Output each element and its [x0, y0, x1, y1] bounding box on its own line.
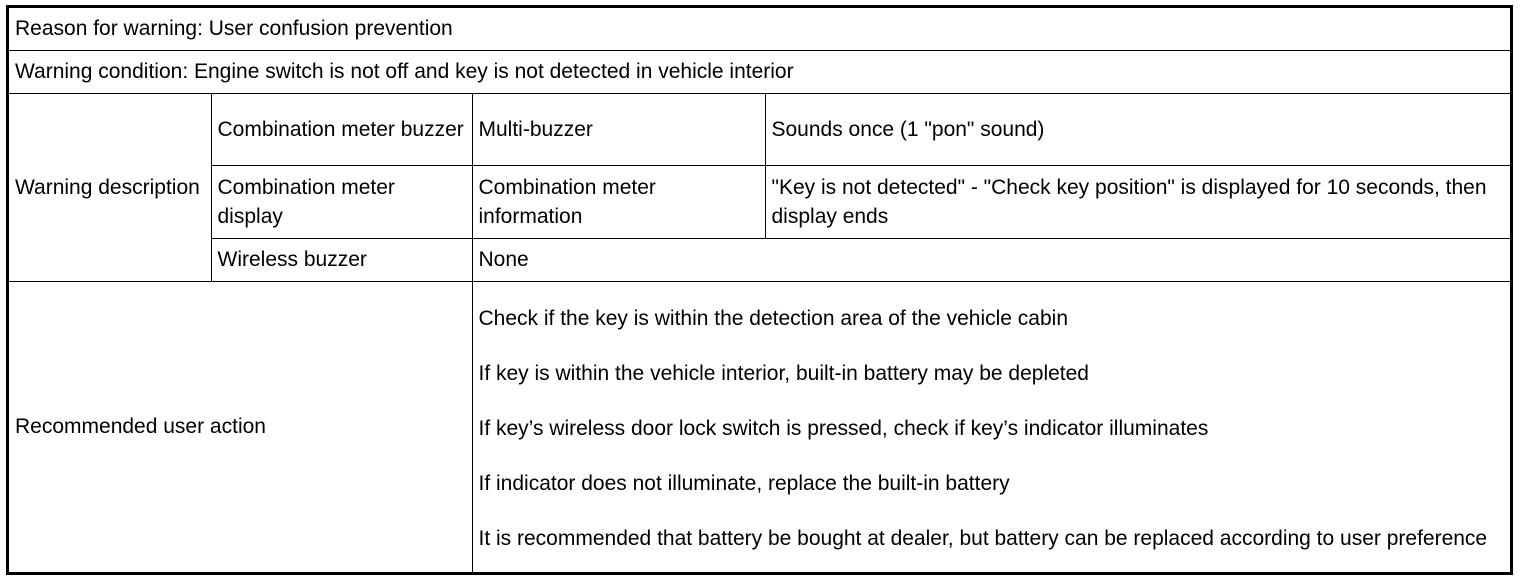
- device-cell: Combination meter display: [211, 165, 472, 238]
- output-cell: Combination meter information: [472, 165, 765, 238]
- output-cell: Multi-buzzer: [472, 93, 765, 165]
- condition-row: [9, 50, 1510, 93]
- output-cell: None: [472, 238, 1510, 281]
- detail-cell: "Key is not detected" - "Check key position" is displayed for 10 seconds, then display ends: [765, 165, 1510, 238]
- action-item: If indicator does not illuminate, replace the built-in battery: [478, 472, 1010, 496]
- condition-cell: Warning condition: Engine switch is not off and key is not detected in vehicle interior: [9, 50, 1510, 93]
- table-row: [9, 238, 1510, 281]
- table-row: [9, 93, 1510, 165]
- reason-cell: Reason for warning: User confusion prevention: [9, 8, 1510, 50]
- warning-table-frame: [6, 5, 1513, 575]
- action-item: It is recommended that battery be bought at dealer, but battery can be replaced according to user preference: [478, 527, 1488, 551]
- recommended-row: [9, 281, 1510, 572]
- recommended-actions: [472, 281, 1510, 572]
- device-cell: Wireless buzzer: [211, 238, 472, 281]
- device-cell: Combination meter buzzer: [211, 93, 472, 165]
- warning-description-label: Warning description: [9, 93, 211, 281]
- warning-table: [9, 8, 1510, 572]
- reason-row: [9, 8, 1510, 50]
- table-row: [9, 165, 1510, 238]
- action-item: If key’s wireless door lock switch is pressed, check if key’s indicator illuminates: [478, 417, 1209, 441]
- detail-cell: Sounds once (1 "pon" sound): [765, 93, 1510, 165]
- recommended-label: Recommended user action: [9, 281, 472, 572]
- action-item: Check if the key is within the detection area of the vehicle cabin: [478, 307, 1068, 331]
- action-item: If key is within the vehicle interior, built-in battery may be depleted: [478, 362, 1089, 386]
